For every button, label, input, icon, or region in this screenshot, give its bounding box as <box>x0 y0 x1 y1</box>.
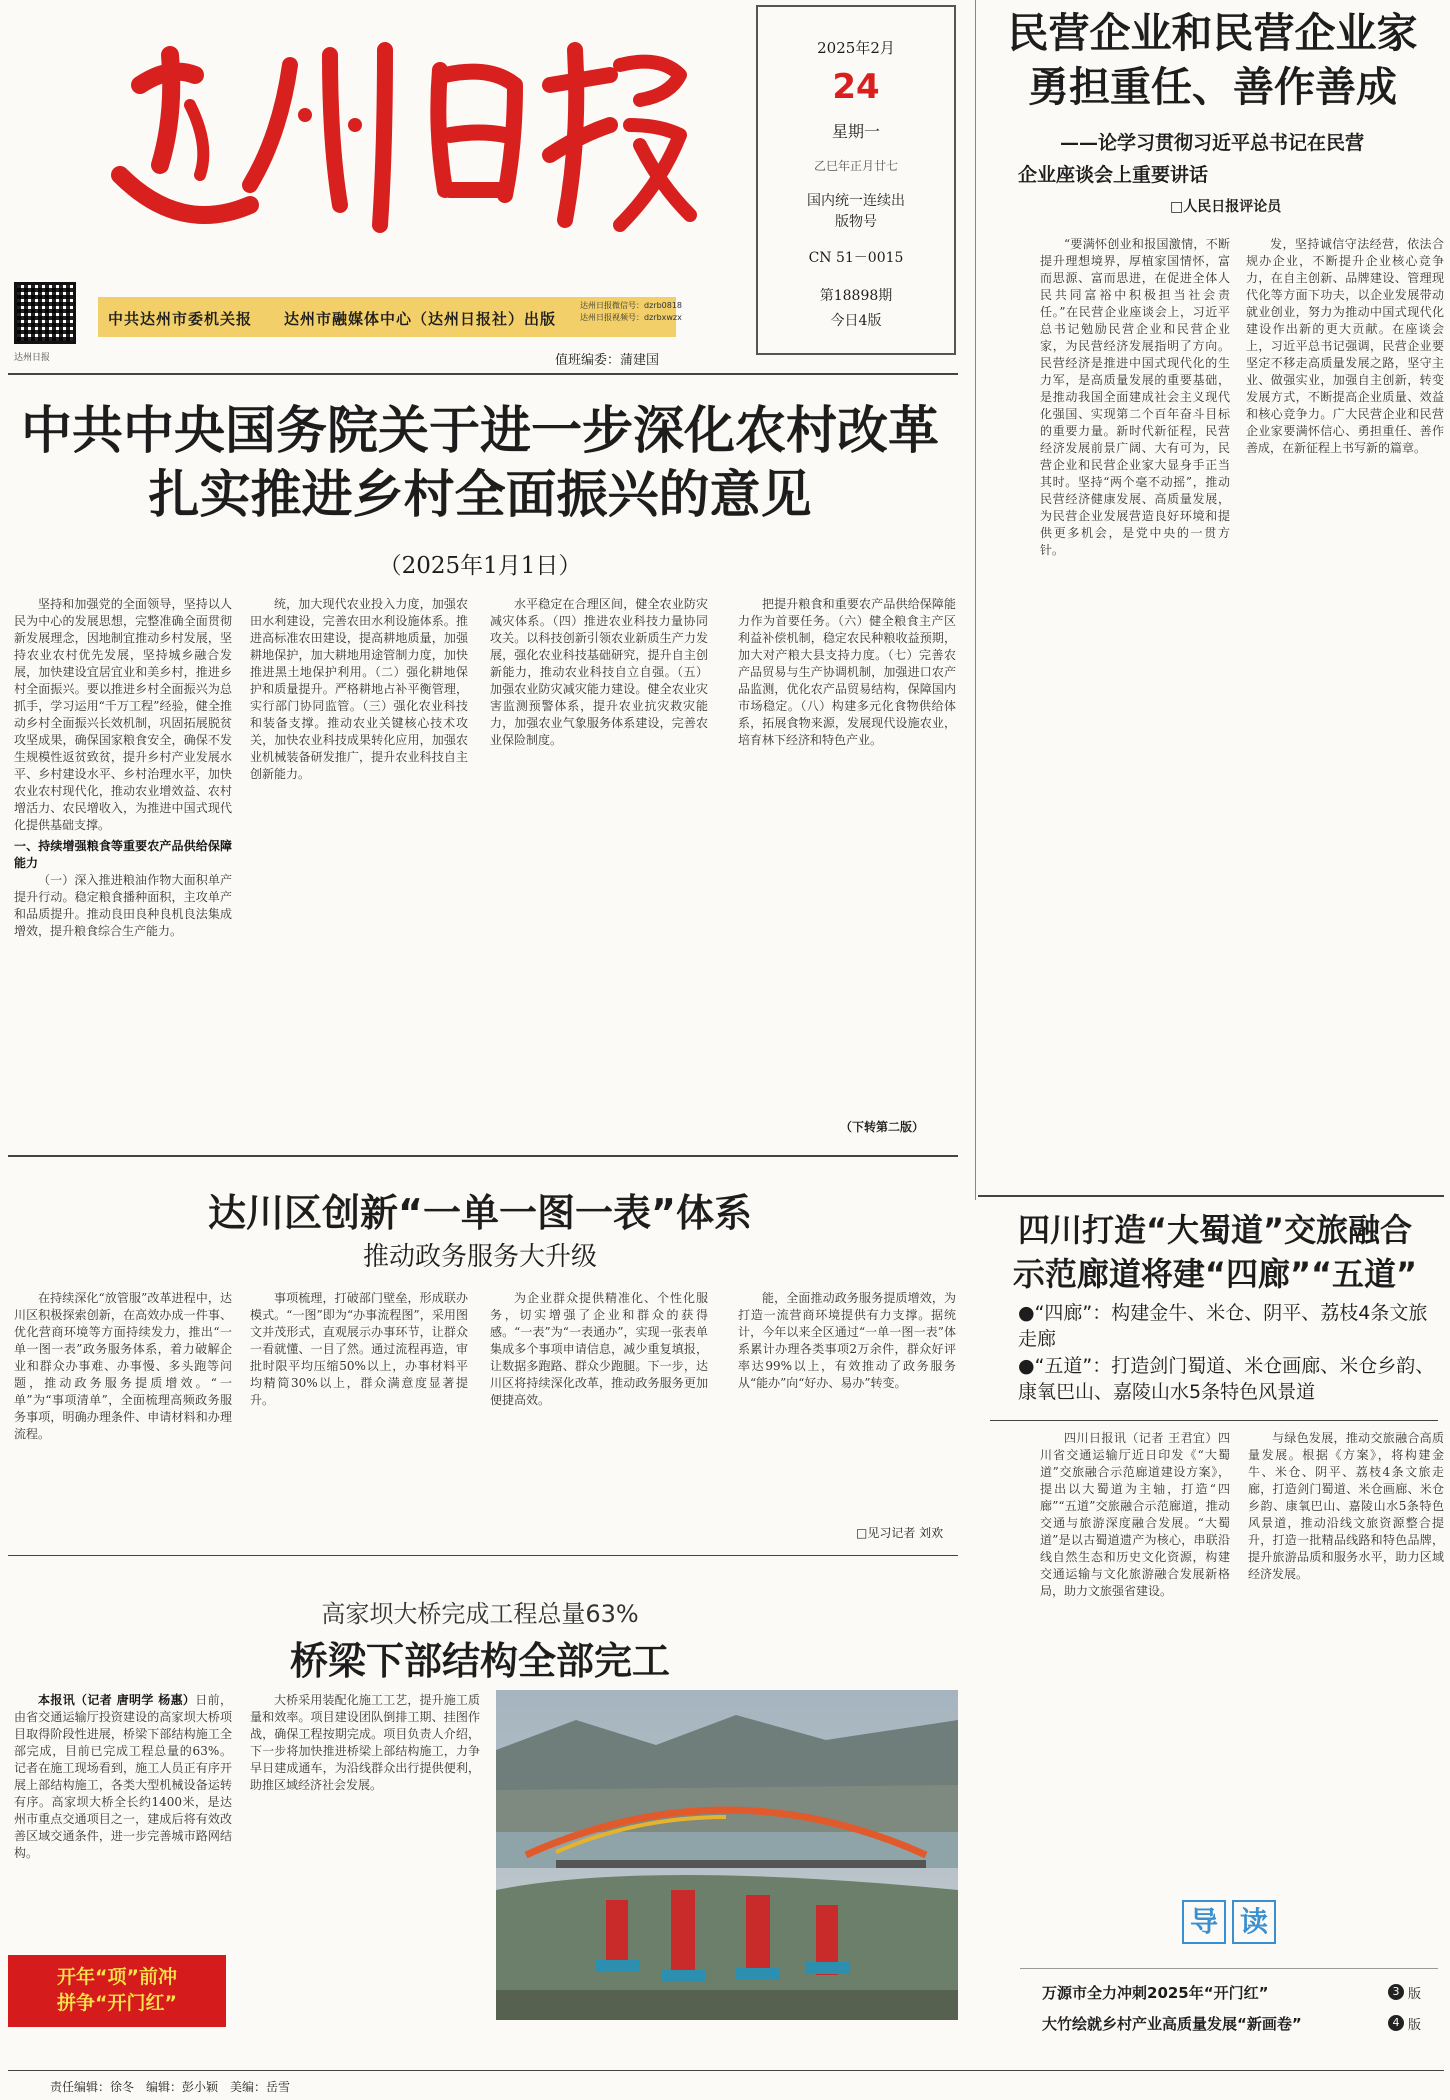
commentary-bottom-rule <box>978 1195 1444 1197</box>
commentary-column-1 <box>1040 236 1230 1156</box>
page-count: 今日4版 <box>830 313 882 329</box>
bridge-photo <box>496 1690 958 2020</box>
date-weekday: 星期一 <box>831 122 880 141</box>
commentary-byline: □人民日报评论员 <box>1170 199 1282 215</box>
sponsor-text: 中共达州市委机关报 达州市融媒体中心（达州日报社）出版 <box>108 310 557 328</box>
dachuan-col4-text: 能，全面推动政务服务提质增效，为打造一流营商环境提供有力支撑。据统计，今年以来全区通过“一单一图一表”体系累计办理各类事项2万余件，群众好评率达99%以上，有效推动了政务服务从“能办”向“好办、易办”转变。 <box>738 1291 956 1390</box>
guide-chip-2 <box>1232 1900 1276 1944</box>
guide-item-2-page[interactable]: 4 <box>1388 2015 1404 2031</box>
date-lunar: 乙巳年正月廿七 <box>813 159 898 173</box>
dachuan-credit: □见习记者 刘欢 <box>856 1526 944 1540</box>
bridge-col2-text: 大桥采用装配化施工工艺，提升施工质量和效率。项目建设团队倒排工期、挂图作战，确保工程按期完成。项目负责人介绍，下一步将加快推进桥梁上部结构施工，力争早日建成通车，为沿线群众出行提供便利，助推区域经济社会发展。 <box>250 1693 480 1792</box>
shudao-title-line2: 示范廊道将建“四廊”“五道” <box>1012 1255 1418 1293</box>
dachuan-column-2 <box>250 1290 468 1540</box>
on-duty-editor: 值班编委：蒲建国 <box>555 353 660 368</box>
video-account: 达州日报视频号：dzrbxwzx <box>580 313 682 322</box>
kaiban-line-2: 拼争“开门红” <box>57 1992 177 2014</box>
dachuan-col3-text: 为企业群众提供精准化、个性化服务，切实增强了企业和群众的获得感。“一表”为“一表通办”，实现一张表单集成多个事项申请信息，减少重复填报，让数据多跑路、群众少跑腿。下一步，达川区将持续深化改革，推动政务服务更加便捷高效。 <box>490 1291 708 1407</box>
lead-headline-line1: 中共中央国务院关于进一步深化农村改革 <box>20 402 939 461</box>
social-accounts <box>580 300 682 324</box>
bridge-headline: 桥梁下部结构全部完工 <box>289 1639 670 1683</box>
kaiban-line-1: 开年“项”前冲 <box>57 1966 177 1988</box>
lead-column-2 <box>250 596 468 1136</box>
date-box <box>756 5 956 355</box>
lead-headline-line2: 扎实推进乡村全面振兴的意见 <box>148 466 812 525</box>
commentary-title-line2: 勇担重任、善作善成 <box>1028 63 1397 111</box>
date-day: 24 <box>832 67 880 107</box>
commentary-col2-text: 发，坚持诚信守法经营，依法合规办企业，不断提升企业核心竞争力，在自主创新、品牌建设、管理现代化等方面下功夫，以企业发展带动就业创业，努力为推动中国式现代化建设作出新的更大贡献。在座谈会上，习近平总书记强调，民营企业要坚定不移走高质量发展之路，坚守主业、做强实业，加强自主创新，转变发展方式，不断提高企业质量、效益和核心竞争力。广大民营企业和民营企业家要满怀信心、勇担重任、善作善成，在新征程上书写新的篇章。 <box>1246 237 1444 455</box>
date-year-month: 2025年2月 <box>817 39 895 57</box>
dachuan-headline: 达川区创新“一单一图一表”体系 <box>208 1191 752 1235</box>
masthead-rule <box>8 373 958 375</box>
masthead-calligraphy-logo <box>100 25 700 265</box>
shudao-rule <box>990 1420 1438 1421</box>
shudao-column-1 <box>1040 1430 1230 1950</box>
guide-label-char-2: 读 <box>1239 1905 1268 1938</box>
issue-number: 第18898期 <box>819 288 893 304</box>
shudao-col1-text: 四川日报讯（记者 王君宜）四川省交通运输厅近日印发《“大蜀道”交旅融合示范廊道建设方案》，提出以大蜀道为主轴，打造“四廊”“五道”交旅融合示范廊道，推动交通与旅游深度融合发展。“大蜀道”是以古蜀道遗产为核心，串联沿线自然生态和历史文化资源，构建交通运输与文化旅游融合发展新格局，助力文旅强省建设。 <box>1040 1431 1230 1598</box>
dachuan-col1-text: 在持续深化“放管服”改革进程中，达川区积极探索创新，在高效办成一件事、优化营商环境等方面持续发力，推出“一单一图一表”政务服务体系，着力破解企业和群众办事难、办事慢、多头跑等问题，推动政务服务提质增效。“一单”为“事项清单”，全面梳理高频政务服务事项，明确办理条件、申请材料和办理流程。 <box>14 1291 232 1441</box>
dachuan-column-3 <box>490 1290 708 1540</box>
lead-column-4 <box>738 596 956 1111</box>
lead-col3-text: 水平稳定在合理区间，健全农业防灾减灾体系。（四）推进农业科技力量协同攻关。以科技创新引领农业新质生产力发展，强化农业科技基础研究，提升自主创新能力，推动农业科技自立自强。（五）加强农业防灾减灾能力建设。健全农业灾害监测预警体系，提升农业抗灾救灾能力，加强农业气象服务体系建设，完善农业保险制度。 <box>490 597 708 747</box>
bridge-column-1 <box>14 1692 232 1947</box>
footer-rule <box>8 2070 1444 2071</box>
shudao-col2-text: 与绿色发展，推动交旅融合高质量发展。根据《方案》，将构建金牛、米仓、阴平、荔枝4条文旅走廊，打造剑门蜀道、米仓画廊、米仓乡韵、康氧巴山、嘉陵山水5条特色风景道，推动沿线文旅资源整合提升，打造一批精品线路和特色品牌，提升旅游品质和服务水平，助力区域经济发展。 <box>1248 1431 1444 1581</box>
cn-number: CN 51－0015 <box>808 250 904 266</box>
lead-date: （2025年1月1日） <box>378 553 582 579</box>
lead-col1-subheading: 一、持续增强粮食等重要农产品供给保障能力 <box>14 839 232 870</box>
dachuan-col2-text: 事项梳理，打破部门壁垒，形成联办模式。“一图”即为“办事流程图”，采用图文并茂形式，直观展示办事环节，让群众一看就懂、一目了然。通过流程再造，审批时限平均压缩50%以上，办事材料平均精简30%以上，群众满意度显著提升。 <box>250 1291 468 1407</box>
guide-item-1[interactable]: 万源市全力冲刺2025年“开门红” <box>1042 1984 1269 2002</box>
lead-col2-text: 统，加大现代农业投入力度，加强农田水利建设，完善农田水利设施体系。推进高标准农田建设，提高耕地质量，加强耕地保护，加大耕地用途管制力度，加快推进黑土地保护利用。（二）强化耕地保护和质量提升。严格耕地占补平衡管理，实行部门协同监管。（三）强化农业科技和装备支撑。推动农业关键核心技术攻关，加快农业科技成果转化应用，加强农业机械装备研发推广，提升农业科技自主创新能力。 <box>250 597 468 781</box>
guide-chip-1 <box>1182 1900 1226 1944</box>
lead-col1-text: 坚持和加强党的全面领导，坚持以人民为中心的发展思想，完整准确全面贯彻新发展理念，因地制宜推动乡村发展，坚持农业农村优先发展，坚持城乡融合发展，加快建设宜居宜业和美乡村，推进乡村全面振兴。要以推进乡村全面振兴为总抓手，学习运用“千万工程”经验，健全推动乡村全面振兴长效机制，巩固拓展脱贫攻坚成果，确保国家粮食安全，确保不发生规模性返贫致贫，提升乡村产业发展水平、乡村建设水平、乡村治理水平，加快农业农村现代化，推动农业增效益、农村增活力、农民增收入，为推进中国式现代化提供基础支撑。 <box>14 597 232 832</box>
guide-rule <box>1020 1968 1438 1969</box>
guide-item-2-suffix: 版 <box>1408 2018 1422 2033</box>
shudao-bullet-1: ●“四廊”：构建金牛、米仓、阴平、荔枝4条文旅走廊 <box>1018 1302 1428 1350</box>
issn-label: 国内统一连续出版物号 <box>807 193 905 230</box>
qr-code[interactable] <box>14 282 76 344</box>
bridge-kicker: 高家坝大桥完成工程总量63% <box>321 1600 639 1628</box>
guide-item-2[interactable]: 大竹绘就乡村产业高质量发展“新画卷” <box>1042 2015 1302 2033</box>
dachuan-column-4 <box>738 1290 956 1520</box>
lead-col1-tail: （一）深入推进粮油作物大面积单产提升行动。稳定粮食播种面积，主攻单产和品质提升。推动良田良种良机良法集成增效，提升粮食综合生产能力。 <box>14 873 232 938</box>
guide-item-1-suffix: 版 <box>1408 1987 1422 2002</box>
bridge-dateline: 本报讯（记者 唐明学 杨惠） <box>38 1693 196 1707</box>
continued-note[interactable]: （下转第二版） <box>840 1120 925 1134</box>
footer-credits: 责任编辑：徐冬 编辑：彭小颖 美编：岳雪 <box>50 2080 291 2094</box>
bridge-col1-text: 日前，由省交通运输厅投资建设的高家坝大桥项目取得阶段性进展，桥梁下部结构施工全部完成，目前已完成工程总量的63%。记者在施工现场看到，施工人员正有序开展上部结构施工，各类大型机械设备运转有序。高家坝大桥全长约1400米，是达州市重点交通项目之一，建成后将有效改善区域交通条件，进一步完善城市路网结构。 <box>14 1693 232 1860</box>
bridge-column-2 <box>250 1692 480 2032</box>
qr-label: 达州日报 <box>14 353 51 363</box>
commentary-column-2 <box>1246 236 1444 1156</box>
shudao-column-2 <box>1248 1430 1444 1950</box>
dachuan-bottom-rule <box>8 1555 958 1556</box>
wechat-account: 达州日报微信号：dzrb0818 <box>580 301 683 310</box>
dachuan-column-1 <box>14 1290 232 1540</box>
lead-bottom-rule <box>8 1155 958 1157</box>
shudao-title-line1: 四川打造“大蜀道”交旅融合 <box>1017 1211 1413 1249</box>
right-column-divider <box>975 0 976 1200</box>
guide-label-char-1: 导 <box>1189 1905 1218 1938</box>
lead-col4-text: 把提升粮食和重要农产品供给保障能力作为首要任务。（六）健全粮食主产区利益补偿机制，稳定农民种粮收益预期，加大对产粮大县支持力度。（七）完善农产品贸易与生产协调机制，加强进口农产品监测，优化农产品贸易结构，保障国内市场稳定。（八）构建多元化食物供给体系，拓展食物来源，发展现代设施农业，培育林下经济和特色产业。 <box>738 597 956 747</box>
dachuan-subheadline: 推动政务服务大升级 <box>362 1242 597 1272</box>
commentary-subtitle-line1: ——论学习贯彻习近平总书记在民营 <box>1060 132 1365 154</box>
kaiban-banner[interactable] <box>8 1955 226 2027</box>
commentary-col1-text: “要满怀创业和报国激情，不断提升理想境界，厚植家国情怀，富而思源、富而思进，在促进全体人民共同富裕中积极担当社会责任。”在民营企业座谈会上，习近平总书记勉励民营企业和民营企业家，为民营经济发展指明了方向。民营经济是推进中国式现代化的生力军，是高质量发展的重要基础，是推动我国全面建成社会主义现代化强国、实现第二个百年奋斗目标的重要力量。新时代新征程，民营经济发展前景广阔、大有可为，民营企业和民营企业家大显身手正当其时。坚持“两个毫不动摇”，推动民营经济健康发展、高质量发展，为民营企业发展营造良好环境和提供更多机会，是党中央的一贯方针。 <box>1040 237 1230 557</box>
shudao-bullet-2: ●“五道”：打造剑门蜀道、米仓画廊、米仓乡韵、康氧巴山、嘉陵山水5条特色风景道 <box>1018 1355 1435 1403</box>
commentary-subtitle-line2: 企业座谈会上重要讲话 <box>1018 164 1209 186</box>
commentary-title-line1: 民营企业和民营企业家 <box>1007 9 1418 57</box>
lead-column-3 <box>490 596 708 1136</box>
lead-column-1 <box>14 596 232 1136</box>
guide-item-1-page[interactable]: 3 <box>1388 1984 1404 2000</box>
